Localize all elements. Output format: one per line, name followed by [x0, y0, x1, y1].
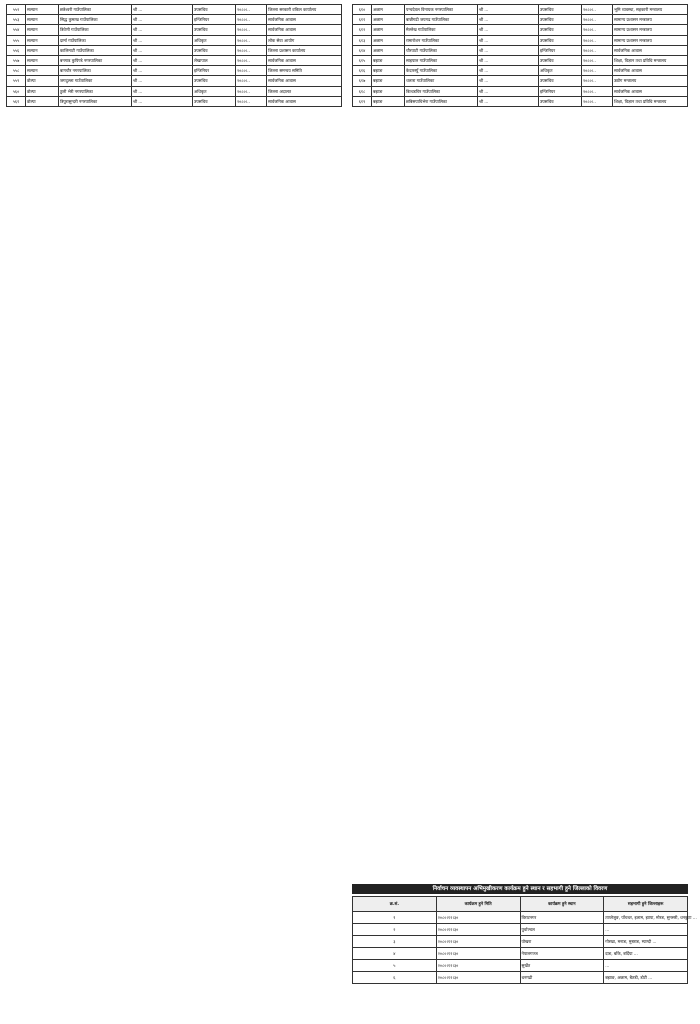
table-cell: २०८०।.. — [236, 5, 267, 15]
table-row — [353, 25, 688, 35]
table-cell: श्री ... — [478, 35, 539, 45]
table-cell: सार्वजनिक आवास — [267, 15, 342, 25]
table-cell: जिल्ला अदालत — [267, 86, 342, 96]
table-cell: जिल्ला समन्वय समिति — [267, 66, 342, 76]
table-row — [353, 15, 688, 25]
table-row — [353, 924, 688, 936]
table-cell: पुर्वाञ्चल — [520, 924, 604, 936]
table-cell: ५५७ — [7, 55, 26, 65]
table-cell: अधिकृत — [193, 86, 236, 96]
table-cell: सिद्ध कुमाख गाउँपालिका — [59, 15, 132, 25]
table-cell: २०८०।.. — [582, 15, 613, 25]
table-cell: सार्वजनिक आवास — [613, 86, 688, 96]
table-cell: ४ — [353, 948, 437, 960]
table-cell: सल्यान — [26, 15, 59, 25]
table-cell: उपसचिव — [539, 96, 582, 106]
table-cell: उपसचिव — [539, 5, 582, 15]
table-cell: अछाम — [372, 45, 405, 55]
table-cell: २०८०।.. — [236, 55, 267, 65]
table-cell: श्री ... — [132, 25, 193, 35]
table-cell: ५५४ — [7, 25, 26, 35]
table-cell: बागचौर नगरपालिका — [59, 66, 132, 76]
table-cell: बान्नीगढी जयगढ गाउँपालिका — [405, 15, 478, 25]
table-row — [353, 66, 688, 76]
table-cell: २०८०।१२।३० — [436, 924, 520, 936]
table-cell: श्री ... — [478, 66, 539, 76]
table-cell: इन्जिनियर — [193, 66, 236, 76]
table-cell: रामारोशन गाउँपालिका — [405, 35, 478, 45]
table-cell: इन्जिनियर — [539, 86, 582, 96]
table-cell: उपसचिव — [193, 96, 236, 106]
table-cell: २०८०।.. — [236, 76, 267, 86]
table-cell: ६१४ — [353, 45, 372, 55]
table-cell: २०८०।१२।३० — [436, 948, 520, 960]
table-cell: अछाम — [372, 15, 405, 25]
table-cell: श्री ... — [478, 45, 539, 55]
table-cell: छत्रेश्वरी गाउँपालिका — [59, 5, 132, 15]
section-band-title: निर्वाचन व्यवस्थापन अभिमुखीकरण कार्यक्रम हुने स्थान र सहभागी हुने जिल्लाको विवरण — [352, 884, 688, 894]
table-cell: बित्थडचिर गाउँपालिका — [405, 86, 478, 96]
table-row — [353, 55, 688, 65]
table-cell: बझाङ — [372, 96, 405, 106]
left-column — [6, 4, 342, 107]
table-cell: भूमि व्यवस्था, सहकारी मन्त्रालय — [613, 5, 688, 15]
table-cell: ५५६ — [7, 45, 26, 55]
table-cell: विराटनगर — [520, 912, 604, 924]
table-cell: २०८०।.. — [582, 45, 613, 55]
table-cell: अधिकृत — [539, 66, 582, 76]
table-cell: पोखरा — [520, 936, 604, 948]
table-cell: इन्जिनियर — [539, 45, 582, 55]
table-cell: श्री ... — [478, 5, 539, 15]
table-cell: ५५९ — [7, 76, 26, 86]
table-cell: त्रिपुरासुन्दरी नगरपालिका — [59, 96, 132, 106]
table-cell: ... — [604, 960, 688, 972]
table-cell: ५५२ — [7, 5, 26, 15]
table-row — [353, 45, 688, 55]
table-cell: सल्यान — [26, 5, 59, 15]
table-cell: जिल्ला सरकारी वकिल कार्यालय — [267, 5, 342, 15]
column-header: कार्यक्रम हुने मिति — [436, 897, 520, 912]
table-cell: ५ — [353, 960, 437, 972]
left-table — [6, 4, 342, 107]
table-row — [7, 15, 342, 25]
table-row — [353, 912, 688, 924]
table-row — [353, 96, 688, 106]
table-cell: अछाम — [372, 25, 405, 35]
table-cell: अछाम — [372, 35, 405, 45]
table-cell: गोरखा, मनाङ, मुस्ताङ, म्याग्दी ... — [604, 936, 688, 948]
table-cell: २०८०।.. — [236, 86, 267, 96]
table-row — [353, 86, 688, 96]
table-cell: धनगढी — [520, 972, 604, 984]
table-cell: ६ — [353, 972, 437, 984]
table-cell: डोल्पा — [26, 76, 59, 86]
table-cell: बझाङ — [372, 66, 405, 76]
table-cell: २०८०।.. — [582, 66, 613, 76]
table-row — [7, 5, 342, 15]
table-cell: सार्वजनिक आवास — [267, 55, 342, 65]
table-cell: जिल्ला प्रशासन कार्यालय — [267, 45, 342, 55]
table-cell: डोल्पा — [26, 86, 59, 96]
venue-table — [352, 896, 697, 984]
table-row — [353, 960, 688, 972]
table-cell: २०८०।.. — [582, 96, 613, 106]
table-cell: बझाङ — [372, 55, 405, 65]
table-cell: ६१५ — [353, 55, 372, 65]
table-cell: २०८०।.. — [236, 15, 267, 25]
table-cell: उपसचिव — [193, 76, 236, 86]
table-cell: २०८०।.. — [236, 45, 267, 55]
table-cell: अधिकृत — [193, 35, 236, 45]
table-row — [353, 972, 688, 984]
right-column — [352, 4, 688, 107]
table-cell: २०८०।.. — [582, 5, 613, 15]
table-row — [353, 5, 688, 15]
table-row — [7, 35, 342, 45]
table-cell: डोल्पा — [26, 96, 59, 106]
table-cell: २०८०।.. — [582, 35, 613, 45]
table-row — [7, 96, 342, 106]
table-cell: साइपाल गाउँपालिका — [405, 55, 478, 65]
table-cell: बझाङ, अछाम, बैतडी, डोटी ... — [604, 972, 688, 984]
table-cell: दार्मा गाउँपालिका — [59, 35, 132, 45]
table-cell: २०८०।.. — [236, 96, 267, 106]
table-cell: ५६० — [7, 86, 26, 96]
table-row — [7, 76, 342, 86]
table-cell: बझाङ — [372, 76, 405, 86]
table-cell: २०८०।.. — [582, 76, 613, 86]
table-cell: सार्वजनिक आवास — [267, 96, 342, 106]
table-cell: सल्यान — [26, 55, 59, 65]
table-row — [7, 25, 342, 35]
table-cell: २०८०।.. — [582, 55, 613, 65]
table-cell: अछाम — [372, 5, 405, 15]
table-cell: २०८०।.. — [236, 66, 267, 76]
table-cell: श्री ... — [132, 15, 193, 25]
table-cell: २०८०।.. — [236, 35, 267, 45]
table-cell: ५६१ — [7, 96, 26, 106]
table-cell: श्री ... — [478, 15, 539, 25]
table-row — [353, 35, 688, 45]
table-cell: २ — [353, 924, 437, 936]
table-cell: ५५८ — [7, 66, 26, 76]
table-cell: उपसचिव — [539, 76, 582, 86]
table-cell: उपसचिव — [193, 45, 236, 55]
table-cell: उपसचिव — [539, 35, 582, 45]
table-cell: श्री ... — [478, 96, 539, 106]
table-cell: श्री ... — [478, 86, 539, 96]
table-row — [7, 55, 342, 65]
table-cell: लोक सेवा आयोग — [267, 35, 342, 45]
table-cell: ६११ — [353, 15, 372, 25]
table-cell: सार्वजनिक आवास — [267, 25, 342, 35]
table-cell: चौरपाटी गाउँपालिका — [405, 45, 478, 55]
table-cell: सुर्खेत — [520, 960, 604, 972]
table-row — [353, 948, 688, 960]
table-cell: कालिमाटी गाउँपालिका — [59, 45, 132, 55]
table-cell: उद्योग मन्त्रालय — [613, 76, 688, 86]
table-cell: थलारा गाउँपालिका — [405, 76, 478, 86]
table-cell: ५५५ — [7, 35, 26, 45]
table-cell: सल्यान — [26, 66, 59, 76]
table-cell: ताप्लेजुङ, पाँचथर, इलाम, झापा, मोरङ, सुनसरी, धनकुटा ... — [604, 912, 688, 924]
table-cell: २०८०।१२।३० — [436, 960, 520, 972]
table-cell: बनगाड कुपिण्डे नगरपालिका — [59, 55, 132, 65]
table-cell: २०८०।१२।३० — [436, 912, 520, 924]
table-cell: सल्यान — [26, 25, 59, 35]
table-cell: २०८०।१२।३० — [436, 972, 520, 984]
table-cell: शिक्षा, विज्ञान तथा प्रविधि मन्त्रालय — [613, 55, 688, 65]
table-cell: ६१७ — [353, 76, 372, 86]
table-cell: ... — [604, 924, 688, 936]
table-cell: छबिसपाथिभेरा गाउँपालिका — [405, 96, 478, 106]
right-table — [352, 4, 688, 107]
table-row — [353, 76, 688, 86]
table-cell: ३ — [353, 936, 437, 948]
table-cell: श्री ... — [132, 45, 193, 55]
table-cell: ६१९ — [353, 96, 372, 106]
table-cell: श्री ... — [478, 76, 539, 86]
table-cell: नेपालगञ्ज — [520, 948, 604, 960]
table-cell: ६१२ — [353, 25, 372, 35]
table-cell: सार्वजनिक आवास — [267, 76, 342, 86]
table-row — [7, 86, 342, 96]
table-cell: सामान्य प्रशासन मन्त्रालय — [613, 25, 688, 35]
table-cell: २०८०।१२।३० — [436, 936, 520, 948]
table-cell: ६१३ — [353, 35, 372, 45]
table-cell: इन्जिनियर — [193, 15, 236, 25]
table-cell: जगदुल्ला गाउँपालिका — [59, 76, 132, 86]
table-cell: श्री ... — [132, 5, 193, 15]
table-cell: बझाङ — [372, 86, 405, 96]
table-cell: ६१० — [353, 5, 372, 15]
table-cell: शिक्षा, विज्ञान तथा प्रविधि मन्त्रालय — [613, 96, 688, 106]
table-cell: सल्यान — [26, 45, 59, 55]
column-header: सहभागी हुने जिल्लाहरू — [604, 897, 688, 912]
table-cell: मेल्लेख गाउँपालिका — [405, 25, 478, 35]
column-header: कार्यक्रम हुने स्थान — [520, 897, 604, 912]
table-cell: केदारस्युँ गाउँपालिका — [405, 66, 478, 76]
table-cell: श्री ... — [132, 76, 193, 86]
table-cell: श्री ... — [132, 86, 193, 96]
table-cell: उपसचिव — [539, 15, 582, 25]
table-cell: श्री ... — [132, 35, 193, 45]
table-cell: सार्वजनिक आवास — [613, 66, 688, 76]
table-cell: उपसचिव — [193, 5, 236, 15]
table-cell: २०८०।.. — [582, 86, 613, 96]
table-row — [7, 45, 342, 55]
table-cell: सल्यान — [26, 35, 59, 45]
table-cell: दाङ, बाँके, बर्दिया ... — [604, 948, 688, 960]
table-cell: सामान्य प्रशासन मन्त्रालय — [613, 35, 688, 45]
table-cell: श्री ... — [132, 96, 193, 106]
table-cell: श्री ... — [478, 55, 539, 65]
table-cell: सामान्य प्रशासन मन्त्रालय — [613, 15, 688, 25]
table-cell: त्रिवेणी गाउँपालिका — [59, 25, 132, 35]
table-row — [353, 936, 688, 948]
table-row — [7, 66, 342, 76]
table-cell: सार्वजनिक आवास — [613, 45, 688, 55]
table-cell: उपसचिव — [539, 55, 582, 65]
table-cell: ६१८ — [353, 86, 372, 96]
table-cell: श्री ... — [132, 66, 193, 76]
table-cell: ५५३ — [7, 15, 26, 25]
table-cell: २०८०।.. — [236, 25, 267, 35]
table-cell: पन्चदेवल विनायक नगरपालिका — [405, 5, 478, 15]
table-cell: १ — [353, 912, 437, 924]
column-header: क्र.सं. — [353, 897, 437, 912]
table-cell: ६१६ — [353, 66, 372, 76]
table-cell: उपसचिव — [539, 25, 582, 35]
table-cell: उपसचिव — [193, 25, 236, 35]
table-cell: २०८०।.. — [582, 25, 613, 35]
table-cell: श्री ... — [132, 55, 193, 65]
table-cell: ठुली भेरी नगरपालिका — [59, 86, 132, 96]
table-cell: श्री ... — [478, 25, 539, 35]
table-cell: लेखापाल — [193, 55, 236, 65]
